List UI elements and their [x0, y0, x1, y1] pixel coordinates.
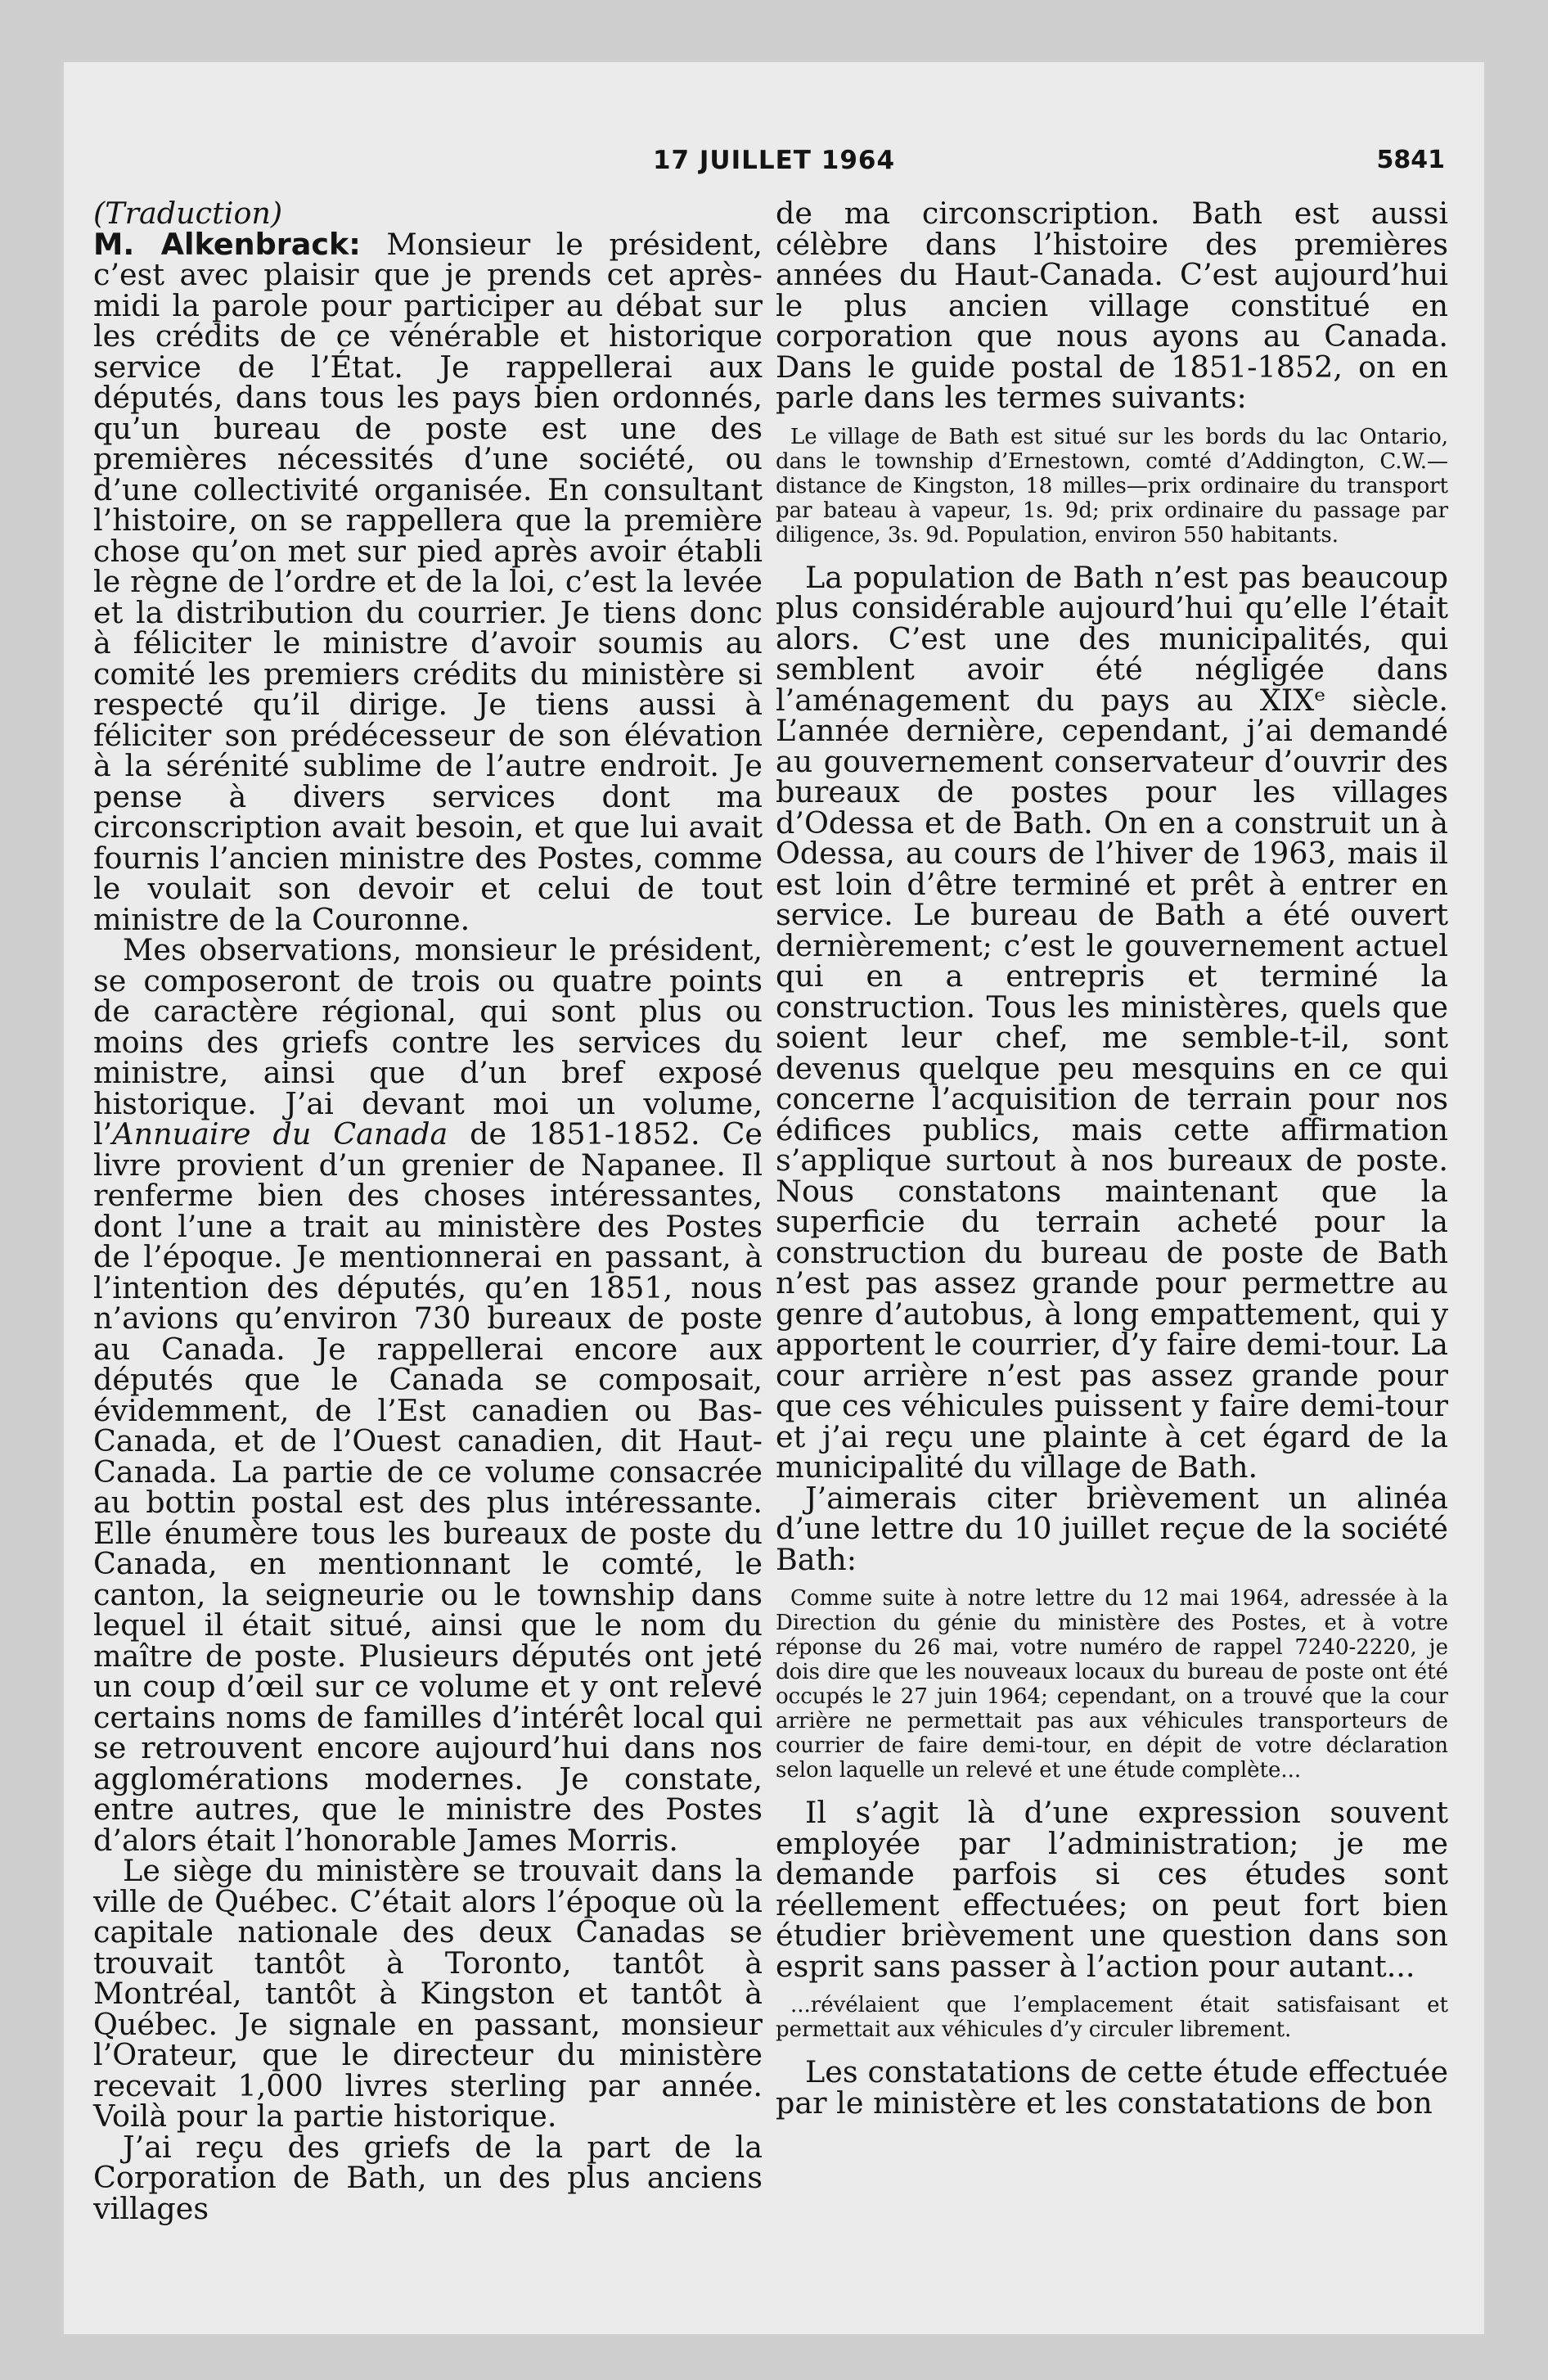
paragraph-text: de 1851-1852. Ce livre provient d’un grenier de Napanee. Il renferme bien des choses intéressantes, dont l’une a trait au ministère des Postes de l’époque. Je mentionnerai en passant, à l’intention des députés, qu’en 1851, nous n’avions qu’environ 730 bureaux de poste au Canada. Je rappellerai encore aux députés que le Canada se composait, évidemment, de l’Est canadien ou Bas-Canada, et de l’Ouest canadien, dit Haut-Canada. La partie de ce volume consacrée au bottin postal est des plus intéressante. Elle énumère tous les bureaux de poste du Canada, en mentionnant le comté, le canton, la seigneurie ou le township dans lequel il était situé, ainsi que le nom du maître de poste. Plusieurs députés ont jeté un coup d’œil sur ce volume et y ont relevé certains noms de familles d’intérêt local qui se retrouvent encore aujourd’hui dans nos agglomérations modernes. Je constate, entre autres, que le ministre des Postes d’alors était l’honorable James Morris.	[93, 1116, 763, 1858]
header-date: 17 JUILLET 1964	[652, 146, 896, 175]
paragraph-text: Monsieur le président, c’est avec plaisir que je prends cet après-midi la parole pour participer au débat sur les crédits de ce vénérable et historique service de l’État. Je rappellerai aux députés, dans tous les pays bien ordonnés, qu’un bureau de poste est une des premières nécessités d’une société, ou d’une collectivité organisée. En consultant l’histoire, on se rappellera que la première chose qu’on met sur pied après avoir établi le règne de l’ordre et de la loi, c’est la levée et la distribution du courrier. Je tiens donc à féliciter le ministre d’avoir soumis au comité les premiers crédits du ministère si respecté qu’il dirige. Je tiens aussi à féliciter son prédécesseur de son élévation à la sérénité sublime de l’autre endroit. Je pense à divers services dont ma circonscription avait besoin, et que lui avait fournis l’ancien ministre des Postes, comme le voulait son devoir et celui de tout ministre de la Couronne.	[93, 226, 763, 937]
paragraph: Le siège du ministère se trouvait dans la ville de Québec. C’était alors l’époque où la capitale nationale des deux Canadas se trouvait tantôt à Toronto, tantôt à Montréal, tantôt à Kingston et tantôt à Québec. Je signale en passant, monsieur l’Orateur, que le directeur du ministère recevait 1,000 livres sterling par année. Voilà pour la partie historique.	[93, 1853, 763, 2134]
page-header	[64, 146, 1484, 195]
paragraph: La population de Bath n’est pas beaucoup plus considérable aujourd’hui qu’elle l’était alors. C’est une des municipalités, qui semblent avoir été négligée dans l’aménagement du pays au XIXᵉ siècle. L’année dernière, cependant, j’ai demandé au gouvernement conservateur d’ouvrir des bureaux de postes pour les villages d’Odessa et de Bath. On en a construit un à Odessa, au cours de l’hiver de 1963, mais il est loin d’être terminé et prêt à entrer en service. Le bureau de Bath a été ouvert dernièrement; c’est le gouvernement actuel qui en a entrepris et terminé la construction. Tous les ministères, quels que soient leur chef, me semble-t-il, sont devenus quelque peu mesquins en ce qui concerne l’acquisition de terrain pour nos édifices publics, mais cette affirmation s’applique surtout à nos bureaux de poste. Nous constatons maintenant que la superficie du terrain acheté pour la construction du bureau de poste de Bath n’est pas assez grande pour permettre au genre d’autobus, à long empattement, qui y apportent le courrier, d’y faire demi-tour. La cour arrière n’est pas assez grande pour que ces véhicules puissent y faire demi-tour et j’ai reçu une plainte à cet égard de la municipalité du village de Bath.	[776, 559, 1448, 1485]
paragraph	[93, 932, 763, 1858]
paragraph	[93, 226, 763, 937]
paragraph: J’ai reçu des griefs de la part de la Corporation de Bath, un des plus anciens villages	[93, 2129, 763, 2226]
document-page	[64, 62, 1484, 2334]
paragraph: J’aimerais citer brièvement un alinéa d’une lettre du 10 juillet reçue de la société Bath:	[776, 1480, 1448, 1577]
paragraph: de ma circonscription. Bath est aussi célèbre dans l’histoire des premières années du Haut-Canada. C’est aujourd’hui le plus ancien village constitué en corporation que nous ayons au Canada. Dans le guide postal de 1851-1852, on en parle dans les termes suivants:	[776, 196, 1448, 415]
paragraph-text: Mes observations, monsieur le président, se composeront de trois ou quatre points de caractère régional, qui sont plus ou moins des griefs contre les services du ministre, ainsi que d’un bref exposé historique. J’ai devant moi un volume, l’	[93, 932, 763, 1152]
speaker-name: M. Alkenbrack:	[93, 226, 361, 262]
book-title: Annuaire du Canada	[112, 1116, 448, 1152]
block-quote: ...révélaient que l’emplacement était satisfaisant et permettait aux véhicules d’y circuler librement.	[776, 1993, 1448, 2042]
paragraph: Les constatations de cette étude effectuée par le ministère et les constatations de bon	[776, 2054, 1448, 2121]
page-number: 5841	[1376, 146, 1445, 174]
left-column	[93, 198, 763, 2224]
right-column	[776, 196, 1448, 2121]
translation-note: (Traduction)	[93, 196, 283, 231]
block-quote: Le village de Bath est situé sur les bords du lac Ontario, dans le township d’Ernestown, comté d’Addington, C.W.—distance de Kingston, 18 milles—prix ordinaire du transport par bateau à vapeur, 1s. 9d; prix ordinaire du passage par diligence, 3s. 9d. Population, environ 550 habitants.	[776, 424, 1448, 548]
block-quote: Comme suite à notre lettre du 12 mai 1964, adressée à la Direction du génie du ministère des Postes, et à votre réponse du 26 mai, votre numéro de rappel 7240-2220, je dois dire que les nouveaux locaux du bureau de poste ont été occupés le 27 juin 1964; cependant, on a trouvé que la cour arrière ne permettait pas aux véhicules transporteurs de courrier de faire demi-tour, en dépit de votre déclaration selon laquelle un relevé et une étude complète...	[776, 1586, 1448, 1783]
paragraph: Il s’agit là d’une expression souvent employée par l’administration; je me demande parfois si ces études sont réellement effectuées; on peut fort bien étudier brièvement une question dans son esprit sans passer à l’action pour autant...	[776, 1795, 1448, 1984]
